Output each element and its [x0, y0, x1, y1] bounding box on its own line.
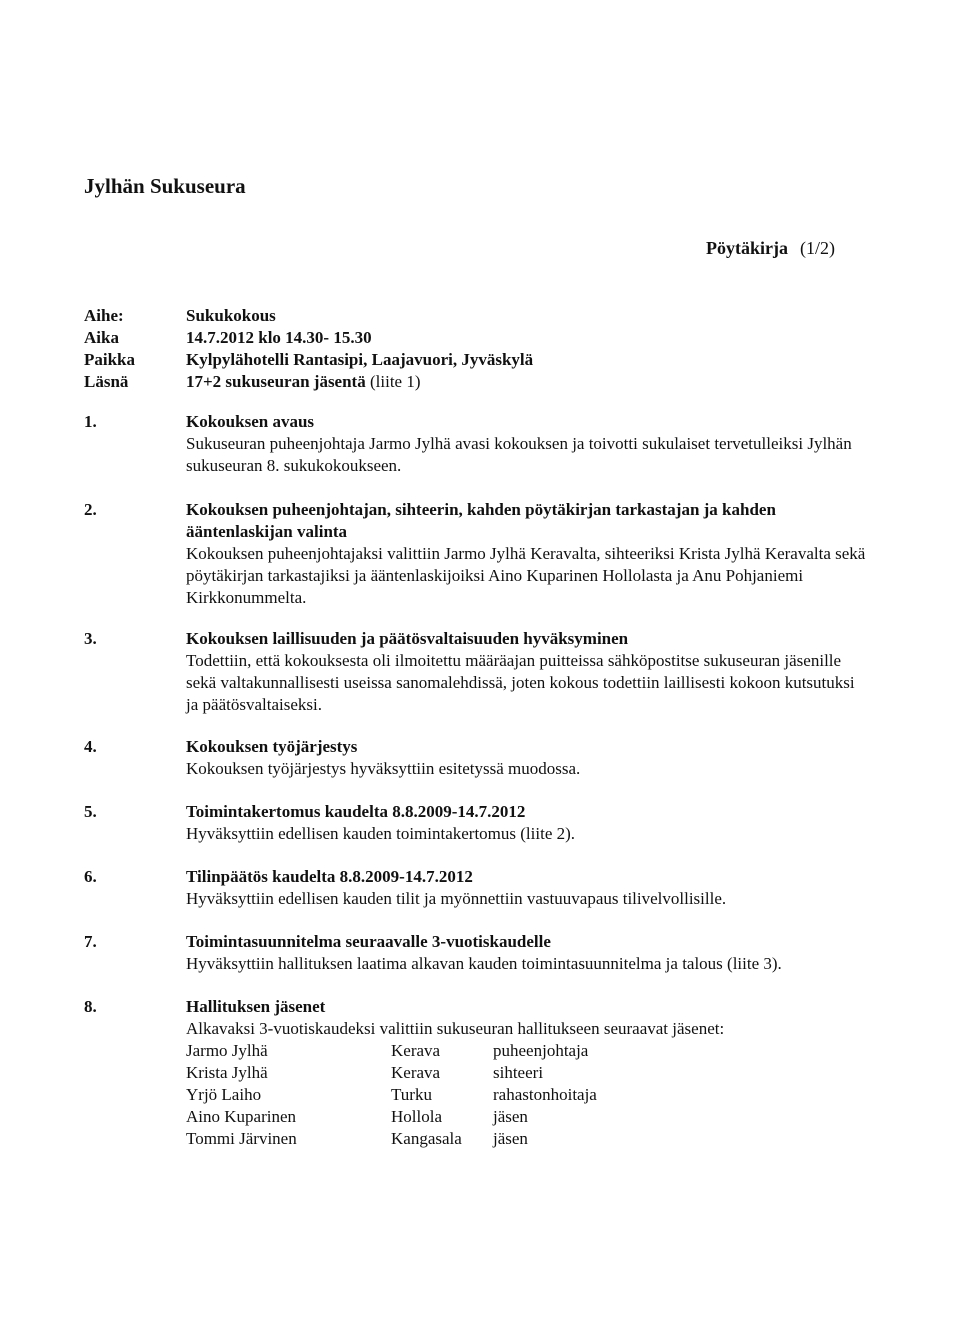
item-number: 1.	[84, 412, 97, 431]
member-name: Jarmo Jylhä	[186, 1041, 268, 1060]
attendance-count: 17+2 sukuseuran jäsentä	[186, 372, 366, 391]
agenda-item-7	[84, 931, 870, 975]
agenda-item-8	[84, 996, 870, 1150]
member-city: Kerava	[391, 1063, 441, 1082]
item-heading: Kokouksen puheenjohtajan, sihteerin, kahden pöytäkirjan tarkastajan ja kahden ääntenlaskijan valinta	[186, 500, 776, 541]
item-number: 8.	[84, 997, 97, 1016]
agenda-item-5	[84, 801, 870, 845]
item-body: Sukuseuran puheenjohtaja Jarmo Jylhä avasi kokouksen ja toivotti sukulaiset tervetulleiksi Jylhän sukuseuran 8. sukukokoukseen.	[186, 434, 852, 475]
meta-value: Sukukokous	[186, 306, 276, 325]
meta-label: Aika	[84, 328, 119, 347]
table-row	[186, 1106, 597, 1128]
member-role: jäsen	[493, 1129, 528, 1148]
agenda-item-2	[84, 499, 870, 609]
document-type-label: Pöytäkirja	[706, 238, 788, 258]
item-heading: Kokouksen avaus	[186, 412, 315, 431]
item-body: Alkavaksi 3-vuotiskaudeksi valittiin sukuseuran hallitukseen seuraavat jäsenet:	[186, 1019, 725, 1038]
member-role: rahastonhoitaja	[493, 1085, 597, 1104]
page-count: (1/2)	[800, 238, 835, 258]
meta-value	[186, 371, 421, 393]
member-city: Turku	[391, 1085, 432, 1104]
agenda-item-4	[84, 736, 870, 780]
member-city: Kerava	[391, 1041, 441, 1060]
member-name: Krista Jylhä	[186, 1063, 268, 1082]
meta-label: Aihe:	[84, 306, 124, 325]
org-title: Jylhän Sukuseura	[84, 174, 246, 198]
item-heading: Kokouksen laillisuuden ja päätösvaltaisuuden hyväksyminen	[186, 629, 629, 648]
meta-row-attendance	[84, 371, 533, 393]
item-heading: Toimintasuunnitelma seuraavalle 3-vuotiskaudelle	[186, 932, 551, 951]
member-role: puheenjohtaja	[493, 1041, 589, 1060]
agenda-item-6	[84, 866, 870, 910]
table-row	[186, 1084, 597, 1106]
item-heading: Toimintakertomus kaudelta 8.8.2009-14.7.2012	[186, 802, 526, 821]
meta-row-time	[84, 327, 533, 349]
attachment-ref: (liite 1)	[369, 372, 421, 391]
table-row	[186, 1062, 597, 1084]
item-body: Kokouksen työjärjestys hyväksyttiin esitetyssä muodossa.	[186, 759, 581, 778]
item-body: Hyväksyttiin edellisen kauden toimintakertomus (liite 2).	[186, 824, 576, 843]
item-heading: Hallituksen jäsenet	[186, 997, 326, 1016]
meta-value: 14.7.2012 klo 14.30- 15.30	[186, 328, 372, 347]
item-heading: Kokouksen työjärjestys	[186, 737, 358, 756]
member-city: Kangasala	[391, 1129, 462, 1148]
meta-label: Läsnä	[84, 372, 129, 391]
table-row	[186, 1128, 597, 1150]
meeting-info	[84, 305, 533, 393]
item-body: Todettiin, että kokouksesta oli ilmoitettu määräajan puitteissa sähköpostitse sukuseuran jäsenille sekä valtakunnallisesti useissa sanomalehdissä, joten kokous todettiin laillisesti kokoon kutsutuksi ja päätösvaltaiseksi.	[186, 651, 855, 714]
item-number: 4.	[84, 737, 97, 756]
item-number: 5.	[84, 802, 97, 821]
meta-row-place	[84, 349, 533, 371]
table-row	[186, 1040, 597, 1062]
item-number: 7.	[84, 932, 97, 951]
member-role: jäsen	[493, 1107, 528, 1126]
board-members-table	[186, 1040, 597, 1150]
meta-label: Paikka	[84, 350, 136, 369]
member-name: Yrjö Laiho	[186, 1085, 262, 1104]
document-type	[706, 238, 835, 259]
meta-row-subject	[84, 305, 533, 327]
item-body: Kokouksen puheenjohtajaksi valittiin Jarmo Jylhä Keravalta, sihteeriksi Krista Jylhä Keravalta sekä pöytäkirjan tarkastajiksi ja ääntenlaskijoiksi Aino Kuparinen Hollolasta ja Anu Pohjaniemi Kirkkonummelta.	[186, 544, 866, 607]
item-number: 3.	[84, 629, 97, 648]
member-name: Aino Kuparinen	[186, 1107, 297, 1126]
item-heading: Tilinpäätös kaudelta 8.8.2009-14.7.2012	[186, 867, 473, 886]
member-city: Hollola	[391, 1107, 442, 1126]
member-role: sihteeri	[493, 1063, 544, 1082]
item-body: Hyväksyttiin edellisen kauden tilit ja myönnettiin vastuuvapaus tilivelvollisille.	[186, 889, 727, 908]
agenda-item-3	[84, 628, 870, 716]
item-number: 2.	[84, 500, 97, 519]
member-name: Tommi Järvinen	[186, 1129, 297, 1148]
meta-value: Kylpylähotelli Rantasipi, Laajavuori, Jyväskylä	[186, 350, 534, 369]
agenda-item-1	[84, 411, 870, 477]
item-number: 6.	[84, 867, 97, 886]
item-body: Hyväksyttiin hallituksen laatima alkavan kauden toimintasuunnitelma ja talous (liite 3).	[186, 954, 782, 973]
